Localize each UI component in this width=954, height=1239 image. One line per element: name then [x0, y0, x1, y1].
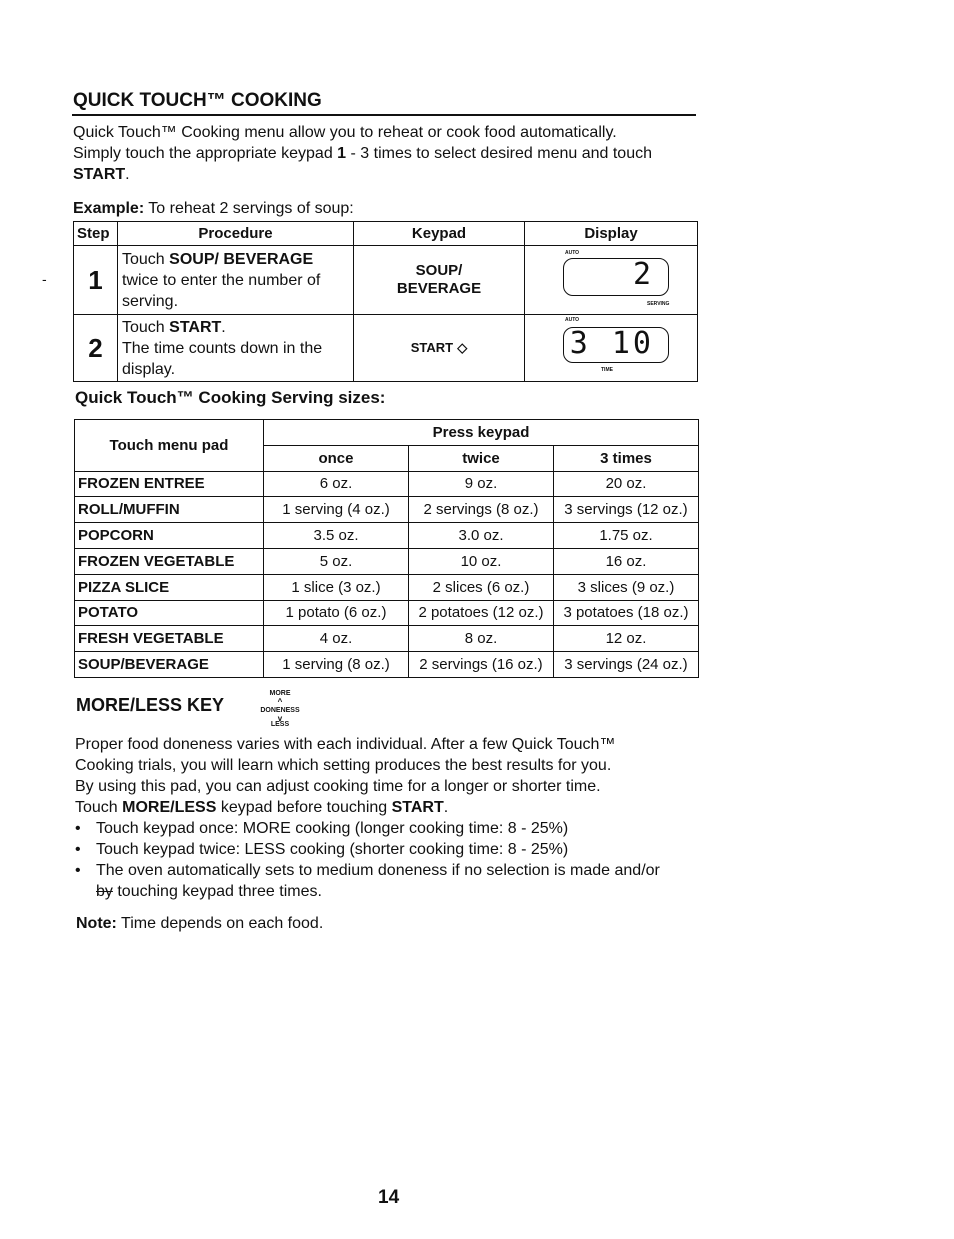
serving-size-cell: 3.5 oz. [264, 523, 409, 549]
serving-size-cell: 9 oz. [409, 471, 554, 497]
table-row [75, 523, 699, 549]
menu-item-name: ROLL/MUFFIN [75, 497, 264, 523]
example-table [73, 221, 698, 382]
serving-size-cell: 2 servings (16 oz.) [409, 652, 554, 678]
note [76, 913, 323, 934]
menu-item-name: FROZEN ENTREE [75, 471, 264, 497]
serving-size-cell: 1.75 oz. [554, 523, 699, 549]
display-indicator-bottom: TIME [601, 367, 613, 373]
paragraph-line: Cooking trials, you will learn which setting produces the best results for you. [75, 757, 612, 774]
lcd-digits: 3 10 [569, 326, 654, 361]
example-label: Example: [73, 200, 145, 217]
serving-size-cell: 8 oz. [409, 626, 554, 652]
heading-rule [72, 114, 696, 116]
serving-sizes-heading: Quick Touch™ Cooking Serving sizes: [75, 388, 386, 407]
step-number: 1 [74, 246, 118, 315]
lcd-display [563, 258, 669, 296]
note-text: Time depends on each food. [116, 915, 324, 932]
paragraph-keyword: START [391, 799, 444, 816]
keypad-label: SOUP/ [415, 262, 463, 279]
intro-text: - 3 times to select desired menu and touch [346, 145, 652, 162]
paragraph-text: keypad before touching [216, 799, 392, 816]
table-row [75, 626, 699, 652]
bullet-text: touching keypad three times. [117, 883, 322, 900]
serving-size-cell: 2 potatoes (12 oz.) [409, 600, 554, 626]
header-touch-menu-pad: Touch menu pad [75, 420, 264, 472]
table-row [75, 652, 699, 678]
paragraph-text: . [443, 799, 449, 816]
procedure-text: Touch [122, 250, 170, 268]
key-less-label: LESS [270, 721, 290, 728]
doneness-key-icon [260, 690, 300, 730]
key-doneness-label: DONENESS [260, 707, 300, 714]
header-once: once [264, 445, 409, 471]
serving-size-cell: 6 oz. [264, 471, 409, 497]
table-row [75, 548, 699, 574]
procedure-text: Touch [122, 318, 170, 336]
procedure-cell [118, 246, 354, 315]
struck-text: by [96, 883, 113, 900]
lcd-digits: 2 [632, 257, 654, 292]
procedure-line [122, 249, 353, 270]
intro-line-2 [73, 143, 703, 164]
display-indicator-top: AUTO [565, 317, 580, 323]
intro-line-3 [73, 164, 703, 185]
more-less-bullets [75, 818, 715, 902]
section-title: QUICK TOUCH™ COOKING [73, 90, 322, 111]
serving-size-cell: 16 oz. [554, 548, 699, 574]
procedure-keyword: SOUP/ BEVERAGE [169, 250, 314, 268]
table-row [75, 497, 699, 523]
display-indicator-bottom: SERVING [647, 301, 670, 307]
more-less-paragraph [75, 734, 705, 818]
serving-header-row [75, 420, 699, 446]
more-less-heading: MORE/LESS KEY [76, 695, 225, 715]
serving-size-cell: 1 potato (6 oz.) [264, 600, 409, 626]
example-row [74, 246, 698, 315]
header-display: Display [525, 222, 698, 246]
serving-size-cell: 10 oz. [409, 548, 554, 574]
header-3-times: 3 times [554, 445, 699, 471]
keypad-label: BEVERAGE [396, 280, 482, 297]
serving-size-cell: 3 slices (9 oz.) [554, 574, 699, 600]
paragraph-keyword: MORE/LESS [122, 799, 217, 816]
example-table-header [74, 222, 698, 246]
header-procedure: Procedure [118, 222, 354, 246]
serving-size-cell: 4 oz. [264, 626, 409, 652]
table-row [75, 600, 699, 626]
menu-item-name: SOUP/BEVERAGE [75, 652, 264, 678]
menu-item-name: PIZZA SLICE [75, 574, 264, 600]
up-arrow-icon: ^ [277, 697, 283, 706]
header-press-keypad: Press keypad [264, 420, 699, 446]
paragraph-line [75, 797, 705, 818]
serving-size-cell: 1 serving (4 oz.) [264, 497, 409, 523]
table-row [75, 471, 699, 497]
procedure-line: display. [122, 360, 176, 378]
menu-item-name: POTATO [75, 600, 264, 626]
example-row [74, 315, 698, 382]
procedure-keyword: START [169, 318, 222, 336]
bullet-item: • Touch keypad twice: LESS cooking (shorter cooking time: 8 - 25%) [75, 839, 715, 860]
header-twice: twice [409, 445, 554, 471]
menu-item-name: POPCORN [75, 523, 264, 549]
margin-mark: - [42, 271, 47, 287]
serving-size-cell: 3 potatoes (18 oz.) [554, 600, 699, 626]
menu-item-name: FROZEN VEGETABLE [75, 548, 264, 574]
display-cell [525, 246, 698, 315]
serving-size-cell: 3.0 oz. [409, 523, 554, 549]
intro-start-word: START [73, 166, 126, 183]
serving-size-cell: 1 serving (8 oz.) [264, 652, 409, 678]
intro-text: Simply touch the appropriate keypad [73, 145, 338, 162]
menu-item-name: FRESH VEGETABLE [75, 626, 264, 652]
procedure-cell [118, 315, 354, 382]
header-keypad: Keypad [354, 222, 525, 246]
step-number: 2 [74, 315, 118, 382]
start-symbol-icon: ◇ [457, 340, 468, 355]
serving-size-cell: 2 slices (6 oz.) [409, 574, 554, 600]
example-caption [73, 198, 354, 219]
intro-text: . [125, 166, 130, 183]
intro-keypad-number: 1 [337, 145, 347, 162]
intro-paragraph [73, 122, 703, 185]
procedure-line: serving. [122, 292, 179, 310]
keypad-cell [354, 246, 525, 315]
key-more-label: MORE [269, 690, 291, 697]
serving-size-cell: 2 servings (8 oz.) [409, 497, 554, 523]
procedure-text: . [221, 318, 226, 336]
serving-size-cell: 3 servings (24 oz.) [554, 652, 699, 678]
procedure-line: The time counts down in the [122, 339, 323, 357]
display-cell [525, 315, 698, 382]
serving-size-cell: 3 servings (12 oz.) [554, 497, 699, 523]
paragraph-text: Touch [75, 799, 123, 816]
table-row [75, 574, 699, 600]
serving-size-cell: 20 oz. [554, 471, 699, 497]
lcd-display [563, 327, 669, 363]
intro-line-1: Quick Touch™ Cooking menu allow you to reheat or cook food automatically. [73, 124, 617, 141]
serving-size-cell: 5 oz. [264, 548, 409, 574]
paragraph-line: Proper food doneness varies with each individual. After a few Quick Touch™ [75, 736, 616, 753]
keypad-cell [354, 315, 525, 382]
procedure-line: twice to enter the number of [122, 271, 321, 289]
serving-sizes-table [74, 419, 699, 678]
procedure-line [122, 317, 353, 338]
paragraph-line: By using this pad, you can adjust cooking time for a longer or shorter time. [75, 778, 601, 795]
bullet-item: • Touch keypad once: MORE cooking (longer cooking time: 8 - 25%) [75, 818, 715, 839]
bullet-item [75, 860, 715, 902]
display-indicator-top: AUTO [565, 250, 580, 256]
down-arrow-icon: v [277, 714, 283, 723]
serving-size-cell: 12 oz. [554, 626, 699, 652]
keypad-label: START [410, 340, 454, 355]
header-step: Step [74, 222, 118, 246]
page-number: 14 [378, 1187, 400, 1208]
bullet-text: The oven automatically sets to medium doneness if no selection is made and/or [96, 862, 660, 879]
serving-size-cell: 1 slice (3 oz.) [264, 574, 409, 600]
note-label: Note: [76, 915, 117, 932]
example-text: To reheat 2 servings of soup: [144, 200, 354, 217]
